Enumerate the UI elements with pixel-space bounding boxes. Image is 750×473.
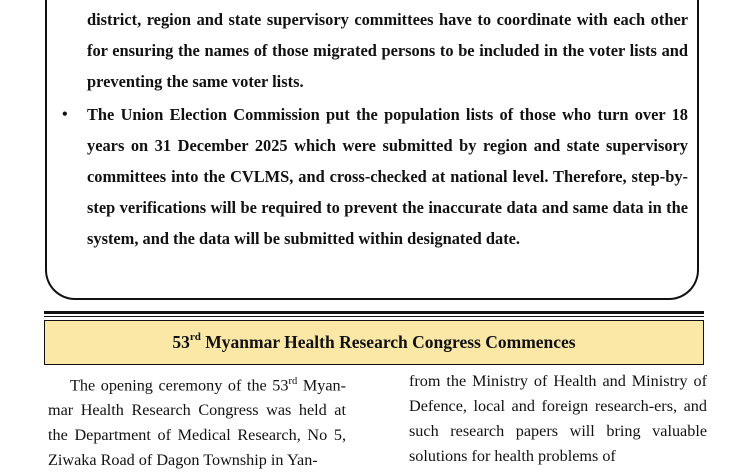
top-rule-thick xyxy=(44,311,704,314)
info-box-content xyxy=(62,4,688,254)
top-rule-thin xyxy=(44,316,704,317)
article-column-right xyxy=(409,369,707,469)
article-column-left xyxy=(48,369,346,473)
bullet-text: The Union Election Commission put the population lists of those who turn over 18 years on 31 December 2025 which were submitted by region and state supervisory committees into the CVLMS, and cross-checked at national level. Therefore, step-by-step verifications will be required to prevent the inaccurate data and same data in the system, and the data will be submitted within designated date. xyxy=(87,105,688,248)
info-box-paragraph-continued: district, region and state supervisory committees have to coordinate with each other for ensuring the names of those migrated persons to be included in the voter lists and preventing the same voter lists. xyxy=(87,10,688,91)
article-headline-bar xyxy=(44,320,704,365)
info-box-bullet-item xyxy=(62,99,688,254)
article-title: 53rd Myanmar Health Research Congress Commences xyxy=(172,331,576,352)
article-paragraph-continued: from the Ministry of Health and Ministry of Defence, local and foreign research-ers, and such research papers will bring valuable solutions for health problems of xyxy=(409,372,707,465)
article-paragraph: The opening ceremony of the 53rd Myan-mar Health Research Congress was held at the Department of Medical Research, No 5, Ziwaka Road of Dagon Township in Yan- xyxy=(48,376,346,470)
bullet-icon: • xyxy=(62,106,68,123)
